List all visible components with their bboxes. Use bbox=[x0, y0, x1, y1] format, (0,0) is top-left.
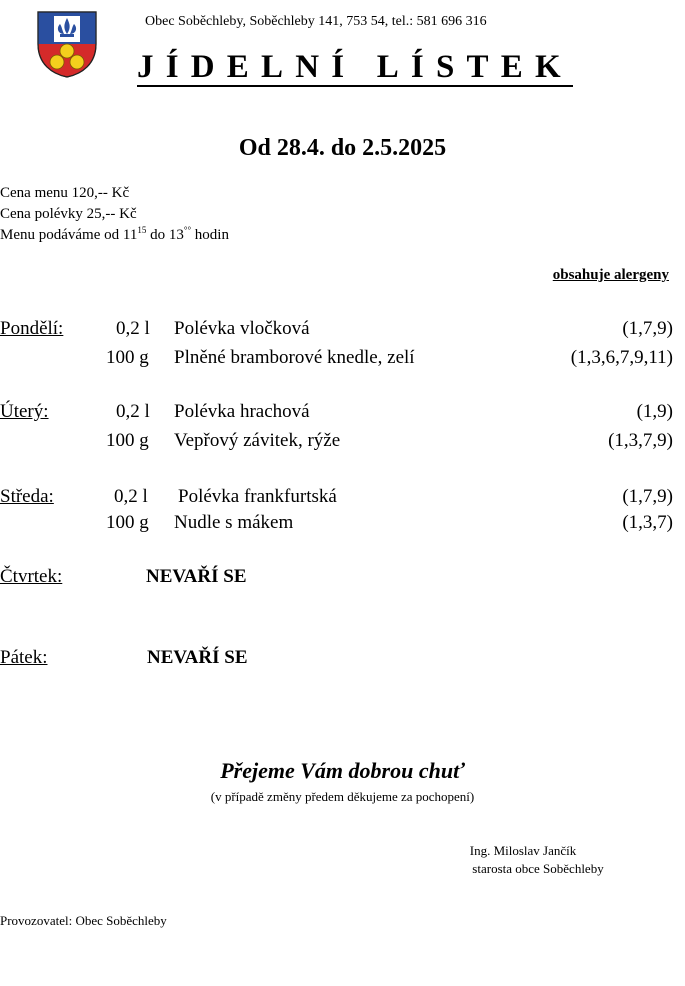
main-dish-name: Nudle s mákem bbox=[174, 512, 294, 533]
bon-appetit-message: Přejeme Vám dobrou chuť bbox=[220, 758, 465, 783]
soup-amount: 0,2 l bbox=[116, 401, 150, 422]
day-wednesday: Středa: bbox=[0, 486, 54, 507]
price-soup: Cena polévky 25,-- Kč bbox=[0, 206, 137, 222]
soup-amount: 0,2 l bbox=[116, 318, 150, 339]
operator-line: Provozovatel: Obec Soběchleby bbox=[0, 913, 167, 928]
municipal-coat-of-arms-icon bbox=[36, 10, 98, 78]
soup-name: Polévka vločková bbox=[174, 318, 310, 339]
main-dish-name: Plněné bramborové knedle, zelí bbox=[174, 347, 415, 368]
soup-allergens: (1,7,9) bbox=[622, 486, 673, 507]
soup-name: Polévka frankfurtská bbox=[178, 486, 337, 507]
main-dish-name: Vepřový závitek, rýže bbox=[174, 430, 341, 451]
main-amount: 100 g bbox=[106, 347, 149, 368]
change-notice: (v případě změny předem děkujeme za pochopení) bbox=[210, 789, 475, 804]
day-tuesday: Úterý: bbox=[0, 401, 49, 422]
main-amount: 100 g bbox=[106, 430, 149, 451]
main-allergens: (1,3,7,9) bbox=[608, 430, 673, 451]
main-allergens: (1,3,7) bbox=[622, 512, 673, 533]
soup-allergens: (1,7,9) bbox=[622, 318, 673, 339]
price-menu: Cena menu 120,-- Kč bbox=[0, 185, 130, 201]
allergens-header: obsahuje alergeny bbox=[552, 267, 669, 283]
soup-name: Polévka hrachová bbox=[174, 401, 310, 422]
signatory-name: Ing. Miloslav Jančík bbox=[469, 843, 577, 858]
closed-status: NEVAŘÍ SE bbox=[147, 647, 248, 668]
day-monday: Pondělí: bbox=[0, 318, 64, 339]
day-friday: Pátek: bbox=[0, 647, 48, 668]
soup-amount: 0,2 l bbox=[114, 486, 148, 507]
closed-status: NEVAŘÍ SE bbox=[146, 566, 247, 587]
soup-allergens: (1,9) bbox=[636, 401, 673, 422]
page-title: JÍDELNÍ LÍSTEK bbox=[137, 49, 573, 85]
municipality-address: Obec Soběchleby, Soběchleby 141, 753 54, tel.: 581 696 316 bbox=[145, 14, 487, 29]
day-thursday: Čtvrtek: bbox=[0, 566, 63, 587]
main-allergens: (1,3,6,7,9,11) bbox=[570, 347, 673, 368]
main-amount: 100 g bbox=[106, 512, 149, 533]
serving-hours: Menu podáváme od $11^{15}$ do 13°° hodin bbox=[0, 225, 229, 243]
signatory-role: starosta obce Soběchleby bbox=[472, 861, 604, 876]
menu-period: Od 28.4. do 2.5.2025 bbox=[238, 135, 447, 161]
